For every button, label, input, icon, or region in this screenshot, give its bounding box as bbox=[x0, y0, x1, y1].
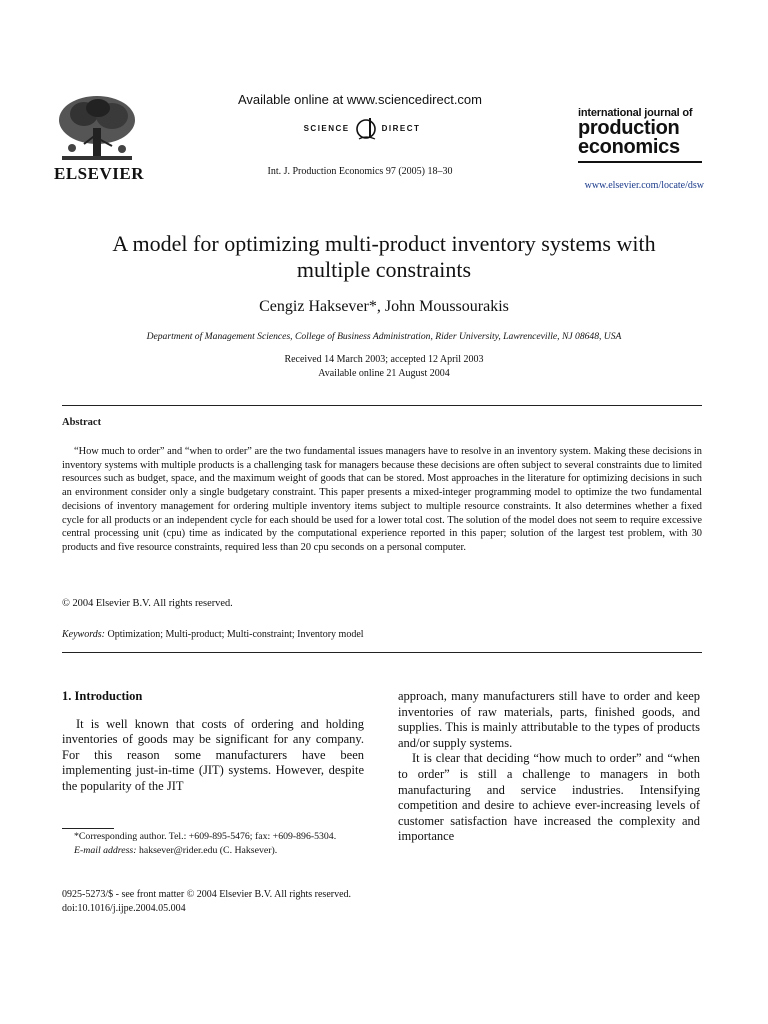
doi[interactable]: doi:10.1016/j.ijpe.2004.05.004 bbox=[62, 903, 186, 914]
sd-left-text: SCIENCE bbox=[303, 123, 350, 133]
front-matter: 0925-5273/$ - see front matter © 2004 Elsevier B.V. All rights reserved. bbox=[62, 889, 352, 900]
email-address[interactable]: haksever@rider.edu (C. Haksever). bbox=[138, 844, 278, 856]
keywords-list: Optimization; Multi-product; Multi-constraint; Inventory model bbox=[107, 629, 364, 640]
received-date: Received 14 March 2003; accepted 12 April 2003 bbox=[284, 354, 484, 365]
right-column bbox=[398, 689, 700, 845]
intro-paragraph-right-1: approach, many manufacturers still have to order and keep inventories of raw materials, parts, finished goods, and supplies. This is mainly attributable to the types of products and/or supply systems. bbox=[398, 689, 700, 750]
keywords bbox=[62, 629, 702, 640]
elsevier-wordmark: ELSEVIER bbox=[54, 164, 144, 183]
elsevier-tree-icon bbox=[54, 94, 140, 166]
abstract-heading: Abstract bbox=[62, 417, 102, 428]
available-date: Available online 21 August 2004 bbox=[318, 368, 450, 379]
intro-paragraph-right-2: It is clear that deciding “how much to order” and “when to order” is still a challenge to managers in both manufacturing and service industries. Intensifying competition and desire to achieve ever-increasing levels of customer satisfaction have increased the complexity and importance bbox=[398, 751, 700, 844]
journal-url-link[interactable]: www.elsevier.com/locate/dsw bbox=[584, 180, 704, 191]
keywords-label: Keywords: bbox=[62, 629, 105, 640]
section-heading: 1. Introduction bbox=[62, 689, 143, 703]
corresponding-author-note: *Corresponding author. Tel.: +609-895-5476; fax: +609-896-5304. bbox=[74, 831, 337, 842]
available-online-text: Available online at www.sciencedirect.com bbox=[238, 92, 482, 107]
journal-brand-line2: economics bbox=[578, 136, 680, 158]
elsevier-logo bbox=[54, 94, 144, 186]
email-line bbox=[62, 844, 364, 858]
footnote-rule bbox=[62, 828, 114, 829]
journal-brand-line1: production bbox=[578, 117, 680, 139]
divider-top bbox=[62, 405, 702, 406]
authors: Cengiz Haksever*, John Moussourakis bbox=[259, 298, 509, 315]
journal-brand-rule bbox=[578, 161, 702, 163]
abstract-copyright: © 2004 Elsevier B.V. All rights reserved. bbox=[62, 598, 233, 609]
title-line-1: A model for optimizing multi-product inventory systems with bbox=[112, 231, 656, 256]
abstract-text: “How much to order” and “when to order” are the two fundamental issues managers have to resolve in an inventory system. Making these decisions in inventory systems with multiple products is a challenging task for managers because these decisions are often subject to several constraints due to limited resources such as budget, space, and the maximum weight of goods that can be stored. Most approaches in the literature for optimizing decisions in such an environment consider only a single budgetary constraint. This paper presents a mixed-integer programming model to optimize the two fundamental decisions of inventory management for ordering multiple inventory items subject to multiple resource constraints. It also determines whether a fixed cycle for all products or an independent cycle for each should be used for a lower total cost. The solution of the model does not seem to require excessive central processing unit (cpu) time as indicated by the computational experience reported in this paper; solution of the largest test problem, with 30 products and five resource constraints, required less than 20 cpu seconds on a personal computer. bbox=[62, 446, 702, 553]
sd-right-text: DIRECT bbox=[381, 123, 421, 133]
article-title bbox=[40, 231, 728, 283]
footnote bbox=[62, 830, 364, 857]
journal-brand-top: international journal of bbox=[578, 107, 693, 119]
email-label: E-mail address: bbox=[74, 844, 137, 856]
journal-reference: Int. J. Production Economics 97 (2005) 18–30 bbox=[267, 166, 453, 177]
journal-brand bbox=[578, 107, 708, 163]
title-line-2: multiple constraints bbox=[296, 257, 472, 282]
affiliation: Department of Management Sciences, College of Business Administration, Rider University, Lawrenceville, NJ 08648, USA bbox=[146, 331, 622, 342]
divider-bottom bbox=[62, 652, 702, 653]
article-dates bbox=[40, 353, 728, 381]
bottom-meta bbox=[62, 888, 462, 916]
sciencedirect-d-icon bbox=[353, 115, 379, 141]
sciencedirect-logo bbox=[282, 114, 442, 142]
left-column bbox=[62, 689, 364, 795]
intro-paragraph-left: It is well known that costs of ordering and holding inventories of goods may be significant for any company. For this reason some manufacturers have been implementing just-in-time (JIT) systems. However, despite the popularity of the JIT bbox=[62, 716, 364, 793]
